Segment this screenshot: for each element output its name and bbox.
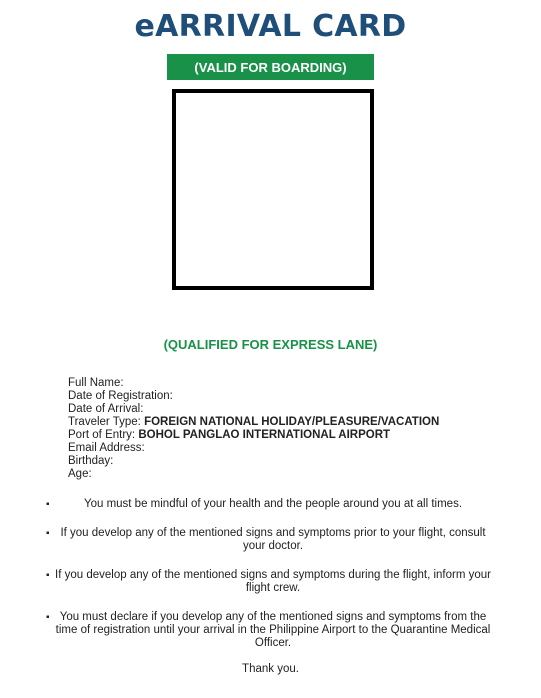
bullet-icon: ▪ (46, 499, 50, 510)
list-item (40, 569, 506, 595)
detail-label: Port of Entry: (68, 429, 136, 441)
list-item (40, 527, 506, 553)
health-notes-list (40, 498, 506, 666)
detail-row-email (68, 442, 439, 455)
bullet-icon: ▪ (46, 612, 50, 623)
detail-row-age (68, 468, 439, 481)
list-item (40, 611, 506, 650)
page-title: eARRIVAL CARD (134, 9, 407, 44)
note-text: You must declare if you develop any of the mentioned signs and symptoms from the time of registration until your arrival in the Philippine Airport to the Quarantine Medical Officer. (55, 611, 491, 649)
detail-label: Full Name: (68, 377, 124, 389)
detail-label: Traveler Type: (68, 416, 141, 428)
note-text: If you develop any of the mentioned signs and symptoms prior to your flight, consult your doctor. (60, 527, 486, 552)
detail-value: FOREIGN NATIONAL HOLIDAY/PLEASURE/VACATION (144, 416, 440, 428)
detail-label: Age: (68, 468, 92, 480)
detail-row-traveler-type (68, 416, 439, 429)
detail-row-arrival-date (68, 403, 439, 416)
detail-label: Date of Registration: (68, 390, 173, 402)
note-text: If you develop any of the mentioned signs and symptoms during the flight, inform your flight crew. (55, 569, 491, 594)
detail-row-registration-date (68, 390, 439, 403)
detail-label: Email Address: (68, 442, 145, 454)
detail-row-birthday (68, 455, 439, 468)
bullet-icon: ▪ (46, 528, 50, 539)
qr-code-frame (172, 89, 374, 290)
thank-you-text: Thank you. (242, 663, 299, 675)
note-text: You must be mindful of your health and the people around you at all times. (83, 498, 463, 510)
detail-label: Birthday: (68, 455, 114, 467)
boarding-status-badge: (VALID FOR BOARDING) (167, 54, 374, 80)
detail-label: Date of Arrival: (68, 403, 144, 415)
express-lane-status: (QUALIFIED FOR EXPRESS LANE) (163, 337, 378, 352)
detail-value: BOHOL PANGLAO INTERNATIONAL AIRPORT (138, 429, 391, 441)
detail-row-full-name (68, 377, 439, 390)
traveler-details (68, 377, 439, 481)
detail-row-port-of-entry (68, 429, 439, 442)
bullet-icon: ▪ (46, 570, 50, 581)
list-item (40, 498, 506, 511)
